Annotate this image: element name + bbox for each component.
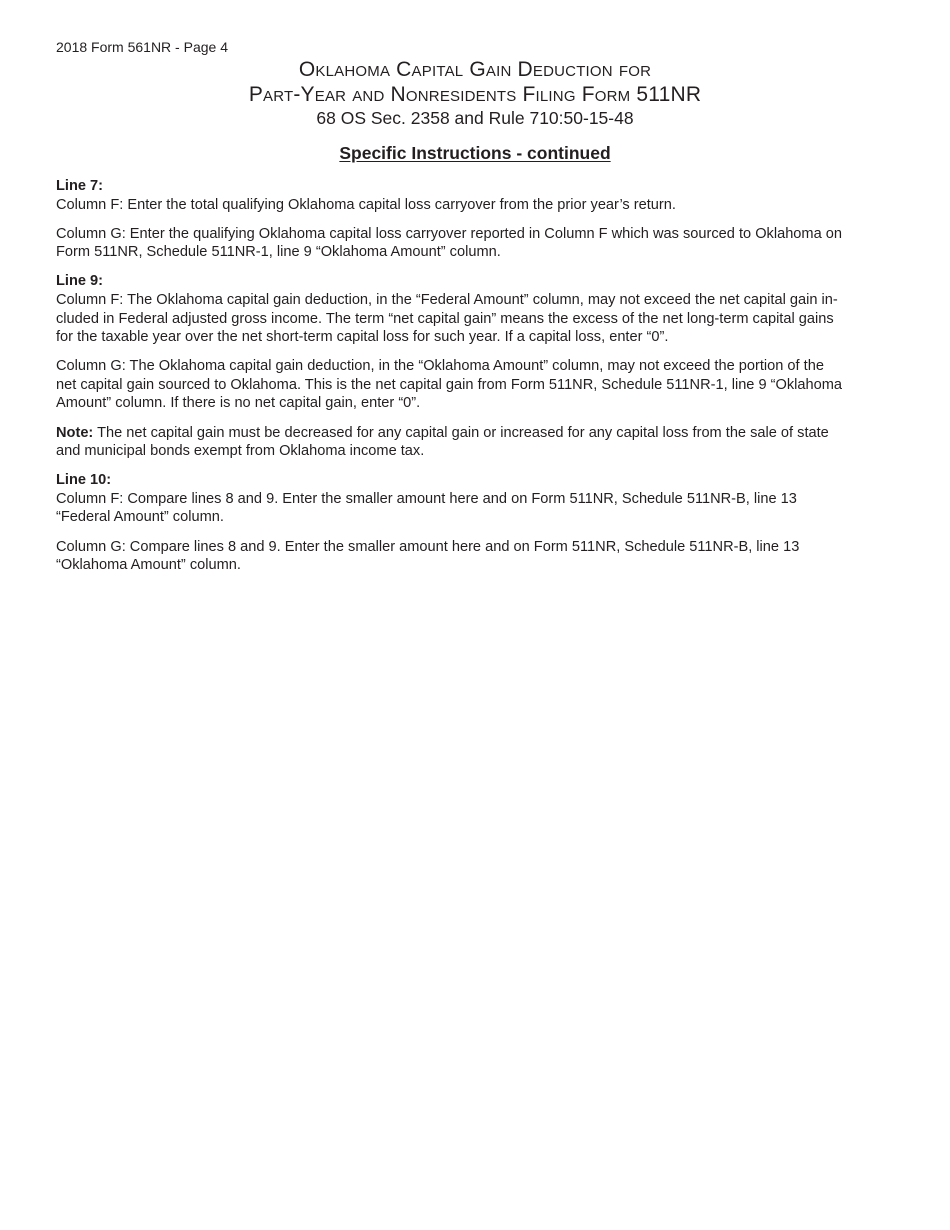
- line-7-column-f: Column F: Enter the total qualifying Oklahoma capital loss carryover from the prior year’s return.: [56, 196, 676, 213]
- line-7-column-g: Column G: Enter the qualifying Oklahoma capital loss carryover reported in Column F which was sourced to Oklahoma on Form 511NR, Schedule 511NR-1, line 9 “Oklahoma Amount” column.: [56, 225, 842, 261]
- note-label: Note:: [56, 424, 94, 441]
- line-9-column-g: Column G: The Oklahoma capital gain deduction, in the “Oklahoma Amount” column, may not exceed the portion of the net capital gain sourced to Oklahoma. This is the net capital gain from Form 511NR, Schedule 511NR-1, line 9 “Oklahoma Amount” column. If there is no net capital gain, enter “0”.: [56, 358, 843, 412]
- line-7-heading: Line 7:: [56, 178, 104, 194]
- form-title-line-1: Oklahoma Capital Gain Deduction for: [298, 58, 652, 81]
- line-10-heading: Line 10:: [56, 472, 112, 489]
- line-10-column-f: Column F: Compare lines 8 and 9. Enter the smaller amount here and on Form 511NR, Schedule 511NR-B, line 13 “Federal Amount” column.: [56, 490, 797, 526]
- line-10-section: [56, 471, 896, 574]
- line-9-heading: Line 9:: [56, 273, 104, 290]
- line-9-section: [56, 272, 896, 460]
- statute-reference: 68 OS Sec. 2358 and Rule 710:50-15-48: [316, 108, 634, 128]
- page-number-header: 2018 Form 561NR - Page 4: [56, 39, 228, 55]
- line-10-column-g: Column G: Compare lines 8 and 9. Enter the smaller amount here and on Form 511NR, Schedule 511NR-B, line 13 “Oklahoma Amount” column.: [56, 538, 800, 574]
- line-7-section: [56, 177, 896, 262]
- form-title-line-2: Part-Year and Nonresidents Filing Form 511NR: [248, 83, 702, 106]
- section-heading: Specific Instructions - continued: [339, 143, 611, 163]
- form-title-block: [0, 57, 950, 129]
- line-9-note: Note: The net capital gain must be decreased for any capital gain or increased for any capital loss from the sale of state and municipal bonds exempt from Oklahoma income tax.: [56, 424, 829, 460]
- instructions-body: [56, 175, 896, 585]
- line-9-column-f: Column F: The Oklahoma capital gain deduction, in the “Federal Amount” column, may not exceed the net capital gain in- cluded in Federal adjusted gross income. The term “net capital gain” means the excess of the net long-term capital gains for the taxable year over the net short-term capital loss for such year. If a capital loss, enter “0”.: [56, 291, 838, 346]
